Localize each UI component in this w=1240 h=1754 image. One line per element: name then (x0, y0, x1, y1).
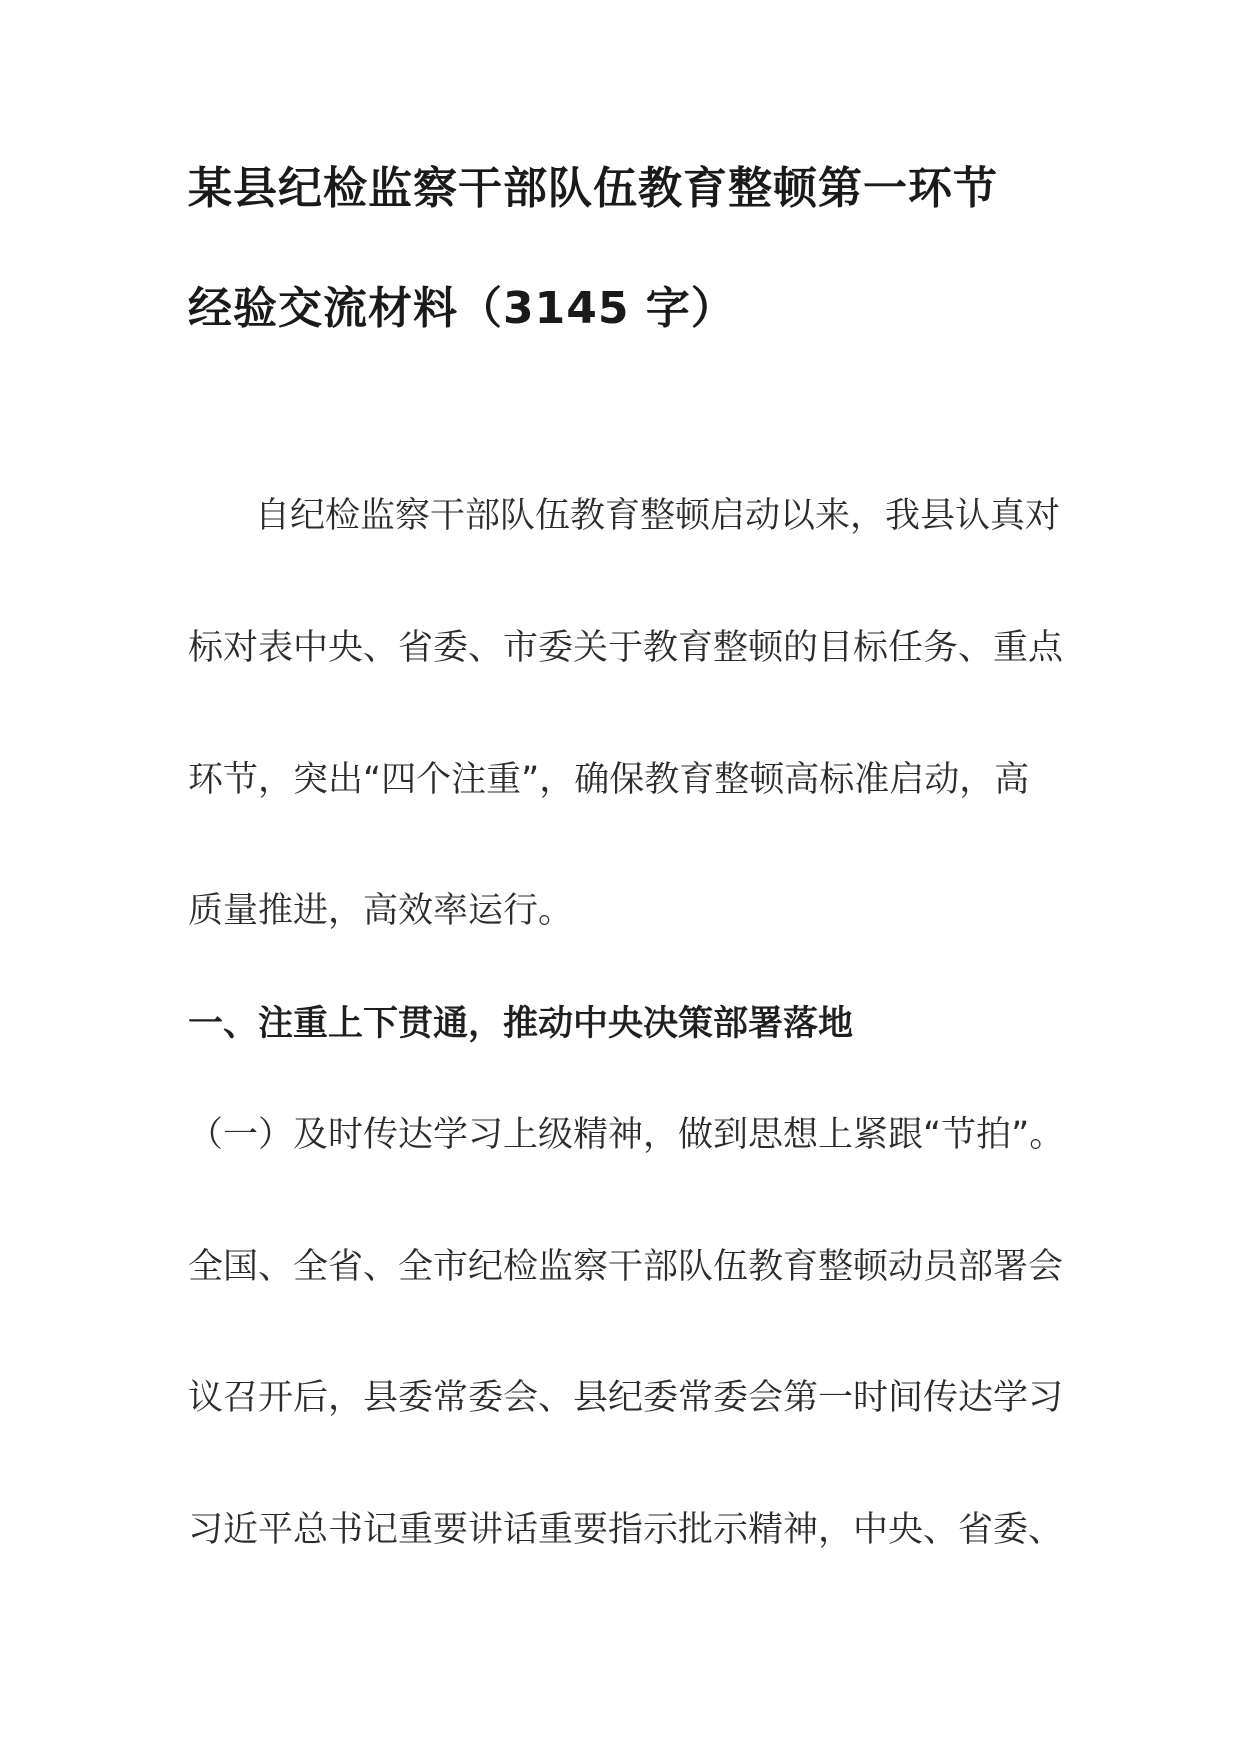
subsection-line-1: （一）及时传达学习上级精神，做到思想上紧跟“节拍”。 (188, 1115, 1065, 1155)
subsection-line-4: 习近平总书记重要讲话重要指示批示精神，中央、省委、 (188, 1510, 1064, 1550)
intro-paragraph-line-3: 环节，突出“四个注重”，确保教育整顿高标准启动，高 (188, 760, 1030, 800)
document-title-line-2: 经验交流材料（3145 字） (188, 283, 736, 334)
intro-paragraph-line-4: 质量推进，高效率运行。 (188, 891, 574, 931)
subsection-line-2: 全国、全省、全市纪检监察干部队伍教育整顿动员部署会 (188, 1247, 1064, 1287)
subsection-line-3: 议召开后，县委常委会、县纪委常委会第一时间传达学习 (188, 1378, 1064, 1418)
section-heading-1: 一、注重上下贯通，推动中央决策部署落地 (188, 1004, 854, 1044)
document-title-line-1: 某县纪检监察干部队伍教育整顿第一环节 (188, 163, 998, 214)
intro-paragraph-line-2: 标对表中央、省委、市委关于教育整顿的目标任务、重点 (188, 628, 1064, 668)
intro-paragraph-line-1: 自纪检监察干部队伍教育整顿启动以来，我县认真对 (255, 496, 1061, 536)
